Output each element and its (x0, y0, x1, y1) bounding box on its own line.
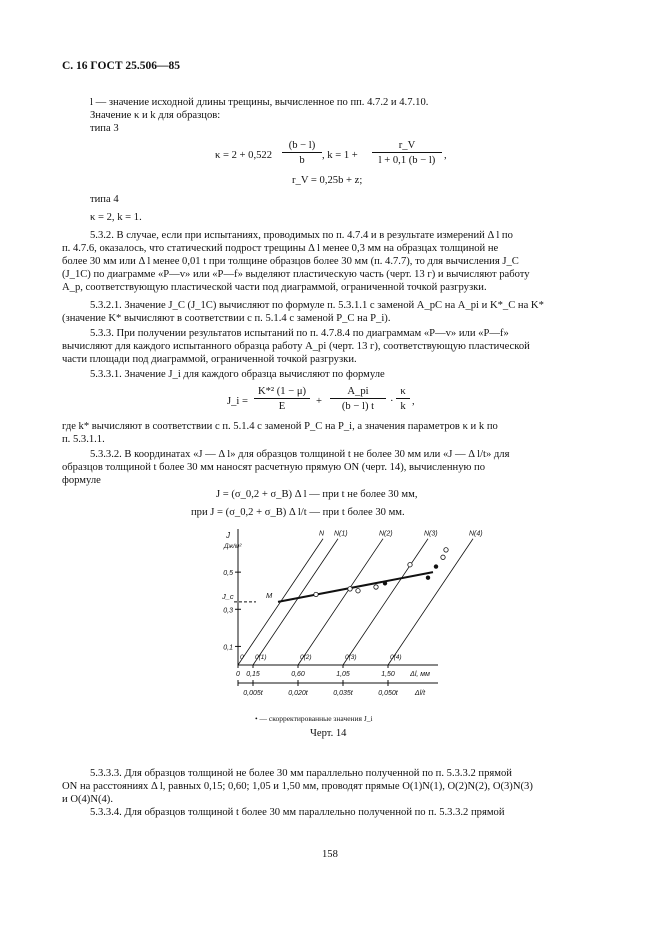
formula-comma: , (412, 396, 415, 407)
fraction-num: κ (396, 386, 410, 399)
data-point-open (444, 548, 448, 552)
paragraph-line: п. 4.7.6, оказалось, что статический подрост трещины Δ l менее 0,3 мм на образцах толщиной не (62, 243, 499, 254)
x-tick-label: 0,60 (291, 671, 305, 678)
paragraph-line: формуле (62, 475, 101, 486)
blunting-line (343, 539, 428, 665)
paragraph-line: 5.3.3.2. В координатах «J — Δ l» для образцов толщиной t не более 30 мм или «J — Δ l/t» для (90, 449, 510, 460)
x2-axis-label: Δl/t (414, 690, 426, 697)
paragraph-line: ON на расстояниях Δ l, равных 0,15; 0,60; 1,05 и 1,50 мм, проводят прямые O(1)N(1), O(2)N(2), O(3)N(3) (62, 781, 533, 792)
line-label: N (319, 530, 325, 538)
fraction-num: r_V (372, 140, 442, 153)
chart-legend: • — скорректированные значения J_i (255, 714, 373, 723)
page-header: С. 16 ГОСТ 25.506—85 (62, 60, 181, 72)
data-point-open (314, 592, 318, 596)
x-tick-label: 0,15 (246, 671, 260, 678)
text-line: κ = 2, k = 1. (90, 212, 142, 223)
fraction-num: A_pi (330, 386, 386, 399)
origin-label: 0(2) (300, 654, 312, 661)
paragraph-line: части площади под диаграммой, ограниченной точкой разгрузки. (62, 354, 357, 365)
y-tick-label: 0,3 (223, 607, 233, 615)
line-label: N(4) (469, 530, 483, 538)
paragraph-line: 5.3.3.4. Для образцов толщиной t более 30 мм параллельно полученной по п. 5.3.3.2 прямой (90, 807, 505, 818)
fraction-den: b (299, 155, 305, 166)
y-tick-label: 0,1 (223, 644, 233, 652)
origin-label: 0(3) (345, 654, 357, 661)
fraction-num: K*² (1 − μ) (254, 386, 310, 399)
x2-tick-label: 0,005t (243, 690, 263, 697)
formula-j2: при J = (σ_0,2 + σ_B) Δ l/t — при t более 30 мм. (191, 507, 405, 518)
x-tick-label: 1,50 (381, 671, 395, 678)
paragraph-line: 5.3.3. При получении результатов испытаний по п. 4.7.8.4 по диаграммам «P—v» или «P—f» (90, 328, 509, 339)
data-point-open (348, 587, 352, 591)
x2-tick-label: 0,050t (378, 690, 398, 697)
paragraph-line: (значение K* вычисляют в соответствии с п. 5.1.4 с заменой P_C на P_i). (62, 313, 391, 324)
origin-label: 0 (240, 654, 244, 661)
formula-comma: , (444, 150, 447, 161)
paragraph-line: A_p, соответствующую пластической части под диаграммой, ограниченной точкой разгрузки. (62, 282, 487, 293)
paragraph-line: 5.3.3.3. Для образцов толщиной не более 30 мм параллельно полученной по п. 5.3.3.2 прямой (90, 768, 512, 779)
data-point-open (374, 585, 378, 589)
x-axis-label: Δl, мм (410, 671, 430, 678)
fraction-den: (b − l) t (341, 401, 375, 412)
x2-tick-label: 0,035t (333, 690, 353, 697)
fraction-den: l + 0,1 (b − l) (378, 155, 436, 166)
data-point-filled (426, 576, 430, 580)
blunting-line (298, 539, 383, 665)
formula-plus: + (316, 396, 322, 407)
paragraph-line: где k* вычисляют в соответствии с п. 5.1.4 с заменой P_C на P_i, а значения параметров κ и k по (62, 421, 498, 432)
text-line: l — значение исходной длины трещины, вычисленное по пп. 4.7.2 и 4.7.10. (90, 97, 429, 108)
chart-caption: Черт. 14 (310, 728, 347, 739)
paragraph-line: (J_1C) по диаграмме «P—v» или «P—f» выделяют пластическую часть (черт. 13 г) и вычисляют работу (62, 269, 530, 280)
paragraph-line: 5.3.2.1. Значение J_C (J_1C) вычисляют по формуле п. 5.3.1.1 с заменой A_pC на A_pi и K*_C на K* (90, 300, 544, 311)
data-point-filled (383, 581, 387, 585)
text-line: типа 3 (90, 123, 119, 134)
y-tick-label: 0,5 (223, 570, 233, 578)
data-point-open (356, 589, 360, 593)
jc-label: J_c (222, 591, 234, 601)
origin-label: 0(1) (255, 654, 267, 661)
formula-k: , k = 1 + (322, 150, 358, 161)
paragraph-line: образцов толщиной t более 30 мм наносят расчетную прямую ON (черт. 14), вычисленную по (62, 462, 486, 473)
paragraph-line: п. 5.3.1.1. (62, 434, 105, 445)
formula-j1: J = (σ_0,2 + σ_B) Δ l — при t не более 30 мм, (216, 489, 418, 500)
line-label: N(2) (379, 530, 393, 538)
formula-kappa: κ = 2 + 0,522 (215, 150, 273, 161)
paragraph-line: 5.3.2. В случае, если при испытаниях, проводимых по п. 4.7.4 и в результате измерений Δ l по (90, 230, 513, 241)
paragraph-line: и O(4)N(4). (62, 794, 113, 805)
blunting-line (253, 539, 338, 665)
formula-rv: r_V = 0,25b + z; (292, 175, 363, 186)
text-line: Значение κ и k для образцов: (90, 110, 221, 121)
fraction-num: (b − l) (282, 140, 322, 153)
y-axis-unit: Дж/м² (224, 543, 242, 550)
data-point-open (408, 563, 412, 567)
text-line: типа 4 (90, 194, 119, 205)
origin-label: 0(4) (390, 654, 402, 661)
x-tick-label: 1,05 (336, 671, 350, 678)
m-label: M (266, 591, 273, 601)
line-label: N(1) (334, 530, 348, 538)
regression-line (278, 572, 433, 602)
line-label: N(3) (424, 530, 438, 538)
chart-14 (220, 520, 483, 710)
formula-ji: J_i = (227, 396, 248, 407)
data-point-open (441, 555, 445, 559)
paragraph-line: 5.3.3.1. Значение J_i для каждого образца вычисляют по формуле (90, 369, 385, 380)
paragraph-line: более 30 мм или Δ l менее 0,01 t при толщине образцов более 30 мм (п. 4.7.7), то для вычисления J_C (62, 256, 519, 267)
paragraph-line: вычисляют для каждого испытанного образца работу A_pi (черт. 13 г), соответствующую пластической (62, 341, 530, 352)
page-number: 158 (322, 849, 338, 860)
fraction-den: E (278, 401, 286, 412)
y-axis-label: J (226, 531, 230, 540)
fraction-den: k (400, 401, 406, 412)
x-tick-label: 0 (236, 671, 240, 678)
blunting-line (388, 539, 473, 665)
x2-tick-label: 0,020t (288, 690, 308, 697)
formula-dot: · (390, 396, 394, 407)
data-point-filled (434, 564, 438, 568)
